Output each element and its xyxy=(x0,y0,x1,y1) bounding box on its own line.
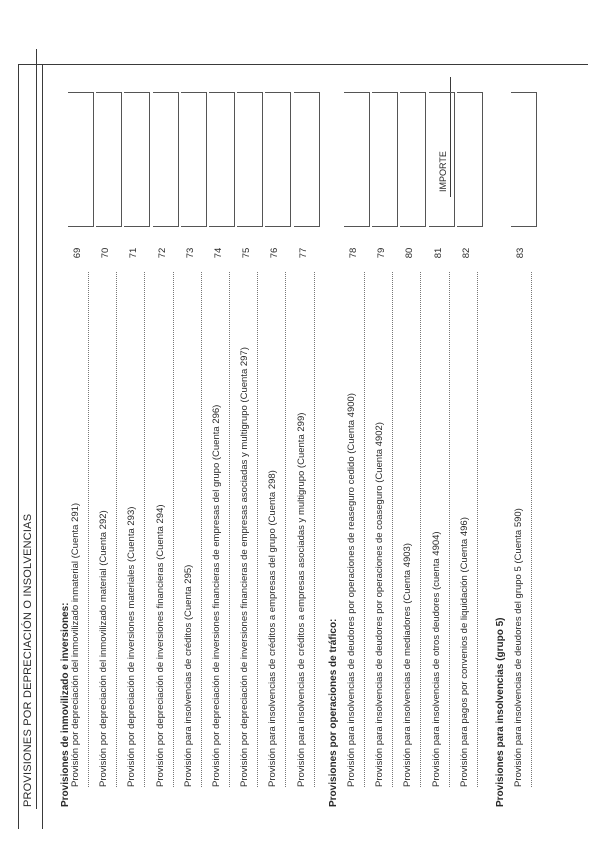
dot-leader xyxy=(144,272,145,787)
row-code: 72 xyxy=(156,247,168,259)
importe-field[interactable] xyxy=(294,92,320,227)
importe-field[interactable] xyxy=(209,92,235,227)
row-code: 70 xyxy=(100,247,112,259)
dot-leader xyxy=(364,272,365,787)
form-row xyxy=(457,0,487,847)
section-heading: Provisiones para insolvencias (grupo 5) xyxy=(495,617,506,807)
dot-leader xyxy=(201,272,202,787)
dot-leader xyxy=(116,272,117,787)
row-label: Provisión para insolvencias de créditos a empresas del grupo (Cuenta 298) xyxy=(267,470,279,787)
row-code: 76 xyxy=(269,247,281,259)
row-code: 69 xyxy=(72,247,83,259)
row-label: Provisión por depreciación de inversiones materiales (Cuenta 293) xyxy=(126,506,138,787)
row-label: Provisión para insolvencias de créditos (Cuenta 295) xyxy=(182,564,194,787)
form-row xyxy=(400,0,430,847)
row-code: 82 xyxy=(460,247,472,259)
row-label: Provisión para insolvencias de deudores por operaciones de coaseguro (Cuenta 4902) xyxy=(374,422,386,787)
form-row xyxy=(265,0,295,847)
row-label: Provisión por depreciación de inversiones financieras (Cuenta 294) xyxy=(154,504,166,787)
importe-field[interactable] xyxy=(344,92,370,227)
row-label: Provisión para insolvencias de mediadores (Cuenta 4903) xyxy=(402,543,414,787)
importe-field[interactable] xyxy=(237,92,263,227)
row-code: 73 xyxy=(184,247,196,259)
importe-field[interactable] xyxy=(429,92,455,227)
row-label: Provisión por depreciación de inversiones financieras de empresas asociadas y multigrupo (Cuenta 297) xyxy=(239,347,251,787)
form-row xyxy=(96,0,126,847)
dot-leader xyxy=(257,272,258,787)
importe-field[interactable] xyxy=(153,92,179,227)
importe-field[interactable] xyxy=(372,92,398,227)
row-code: 83 xyxy=(515,247,526,259)
form-row xyxy=(68,0,98,847)
importe-field[interactable] xyxy=(457,92,483,227)
dot-leader xyxy=(88,272,89,787)
page-title: PROVISIONES POR DEPRECIACIÓN O INSOLVENCIAS xyxy=(22,513,34,807)
dot-leader xyxy=(531,272,532,787)
dot-leader xyxy=(449,272,450,787)
dot-leader xyxy=(392,272,393,787)
section-heading: Provisiones de inmovilizado e inversiones: xyxy=(60,602,71,807)
form-row xyxy=(511,0,541,847)
row-code: 78 xyxy=(348,247,359,259)
row-code: 75 xyxy=(241,247,253,259)
importe-field[interactable] xyxy=(265,92,291,227)
dot-leader xyxy=(173,272,174,787)
row-code: 77 xyxy=(297,247,309,259)
row-label: Provisión para insolvencias de otros deudores (cuenta 4904) xyxy=(430,531,442,787)
row-label: Provisión por depreciación de inversiones financieras de empresas del grupo (Cuenta 296) xyxy=(211,404,222,787)
form-row xyxy=(294,0,324,847)
row-label: Provisión para insolvencias de deudores por operaciones de reaseguro cedido (Cuenta 4900) xyxy=(346,393,357,787)
form-row xyxy=(124,0,154,847)
importe-field[interactable] xyxy=(96,92,122,227)
importe-field[interactable] xyxy=(124,92,150,227)
importe-field[interactable] xyxy=(68,92,94,227)
dot-leader xyxy=(229,272,230,787)
dot-leader xyxy=(477,272,478,787)
importe-field[interactable] xyxy=(511,92,537,227)
importe-field[interactable] xyxy=(181,92,207,227)
form-row xyxy=(372,0,402,847)
row-code: 80 xyxy=(404,247,416,259)
dot-leader xyxy=(285,272,286,787)
form-row xyxy=(429,0,459,847)
row-label: Provisión por depreciación del inmovilizado inmaterial (Cuenta 291) xyxy=(70,502,81,787)
row-label: Provisión para insolvencias de créditos a empresas asociadas y multigrupo (Cuenta 299) xyxy=(295,412,307,787)
form-row xyxy=(237,0,267,847)
importe-header: IMPORTE xyxy=(438,151,448,192)
row-code: 71 xyxy=(128,247,140,259)
form-row xyxy=(153,0,183,847)
row-label: Provisión para pagos por convenios de liquidación (Cuenta 496) xyxy=(458,517,470,787)
dot-leader xyxy=(314,272,315,787)
row-code: 74 xyxy=(213,247,224,259)
form-row xyxy=(209,0,239,847)
row-code: 81 xyxy=(432,247,444,259)
form-row xyxy=(181,0,211,847)
dot-leader xyxy=(420,272,421,787)
importe-field[interactable] xyxy=(400,92,426,227)
row-label: Provisión para insolvencias de deudores del grupo 5 (Cuenta 590) xyxy=(513,508,524,787)
row-code: 79 xyxy=(376,247,388,259)
form-row xyxy=(344,0,374,847)
title-underline xyxy=(36,49,37,809)
row-label: Provisión por depreciación del inmovilizado material (Cuenta 292) xyxy=(98,510,110,787)
section-heading: Provisiones por operaciones de tráfico: xyxy=(328,618,339,807)
